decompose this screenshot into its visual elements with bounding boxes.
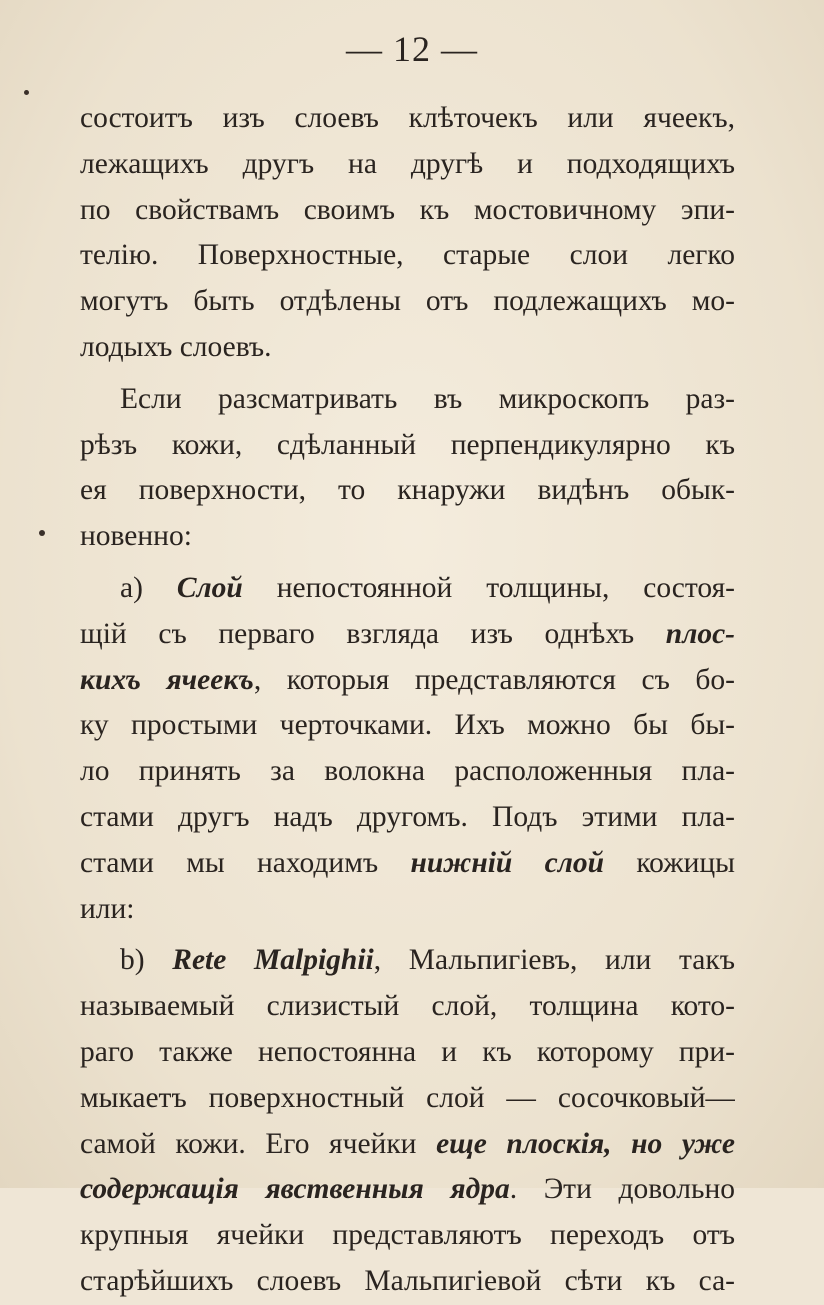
text-segment: непостоянной толщины, состоя- xyxy=(242,571,735,604)
text-line xyxy=(80,658,735,704)
text-segment: , Мальпигіевъ, или такъ xyxy=(373,944,735,977)
text-line xyxy=(80,1122,735,1168)
text-segment: кожицы xyxy=(604,846,735,879)
text-segment: а) xyxy=(120,571,177,604)
text-line: новенно: xyxy=(80,520,192,553)
text-line: мыкаетъ поверхностный слой — сосочковый— xyxy=(80,1081,735,1114)
italic-text: плос- xyxy=(665,617,735,650)
text-line: ло принять за волокна расположенныя пла- xyxy=(80,755,735,788)
text-segment: стами мы находимъ xyxy=(80,846,411,879)
text-segment: щій съ перваго взгляда изъ однѣхъ xyxy=(80,617,666,650)
text-segment: самой кожи. Его ячейки xyxy=(80,1127,437,1160)
text-segment: b) xyxy=(120,944,173,977)
text-line: раго также непостоянна и къ которому при- xyxy=(80,1035,735,1068)
speck-mark xyxy=(24,90,29,95)
text-line: телiю. Поверхностные, старые слои легко xyxy=(80,239,735,272)
text-line: по свойствамъ своимъ къ мостовичному эпи- xyxy=(80,193,735,226)
body-text xyxy=(80,96,735,1305)
text-line xyxy=(80,938,735,984)
text-line: стами другъ надъ другомъ. Подъ этими пла- xyxy=(80,800,735,833)
italic-text: еще плоскія, но уже xyxy=(436,1127,735,1160)
text-line: крупныя ячейки представляютъ переходъ отъ xyxy=(80,1219,735,1252)
italic-text: кихъ ячеекъ xyxy=(80,663,254,696)
text-segment: , которыя представляются съ бо- xyxy=(253,663,735,696)
text-line xyxy=(80,841,735,887)
text-line: рѣзъ кожи, сдѣланный перпендикулярно къ xyxy=(80,428,735,461)
text-line: или: xyxy=(80,892,135,925)
text-line: ея поверхности, то кнаружи видѣнъ обык- xyxy=(80,474,735,507)
text-line xyxy=(80,566,735,612)
italic-text: Rete Malpighii xyxy=(172,944,374,977)
text-line: могутъ быть отдѣлены отъ подлежащихъ мо- xyxy=(80,285,735,318)
text-line: лежащихъ другъ на другѣ и подходящихъ xyxy=(80,147,735,180)
text-line: лодыхъ слоевъ. xyxy=(80,330,272,363)
text-line xyxy=(80,1167,735,1213)
text-line xyxy=(80,612,735,658)
page-number: — 12 — xyxy=(346,29,478,69)
text-segment: . Эти довольно xyxy=(509,1173,735,1206)
text-line: Если разсматривать въ микроскопъ раз- xyxy=(120,382,735,415)
text-line: состоитъ изъ слоевъ клѣточекъ или ячеекъ, xyxy=(80,102,735,134)
italic-text: Слой xyxy=(176,571,243,604)
italic-text: нижній слой xyxy=(410,846,605,879)
speck-mark xyxy=(39,530,45,536)
text-line: ку простыми черточками. Ихъ можно бы бы- xyxy=(80,709,735,742)
text-line: старѣйшихъ слоевъ Мальпигіевой сѣти къ са- xyxy=(80,1264,735,1297)
italic-text: содержащія явственныя ядра xyxy=(80,1173,510,1206)
text-line: называемый слизистый слой, толщина кото- xyxy=(80,990,735,1023)
